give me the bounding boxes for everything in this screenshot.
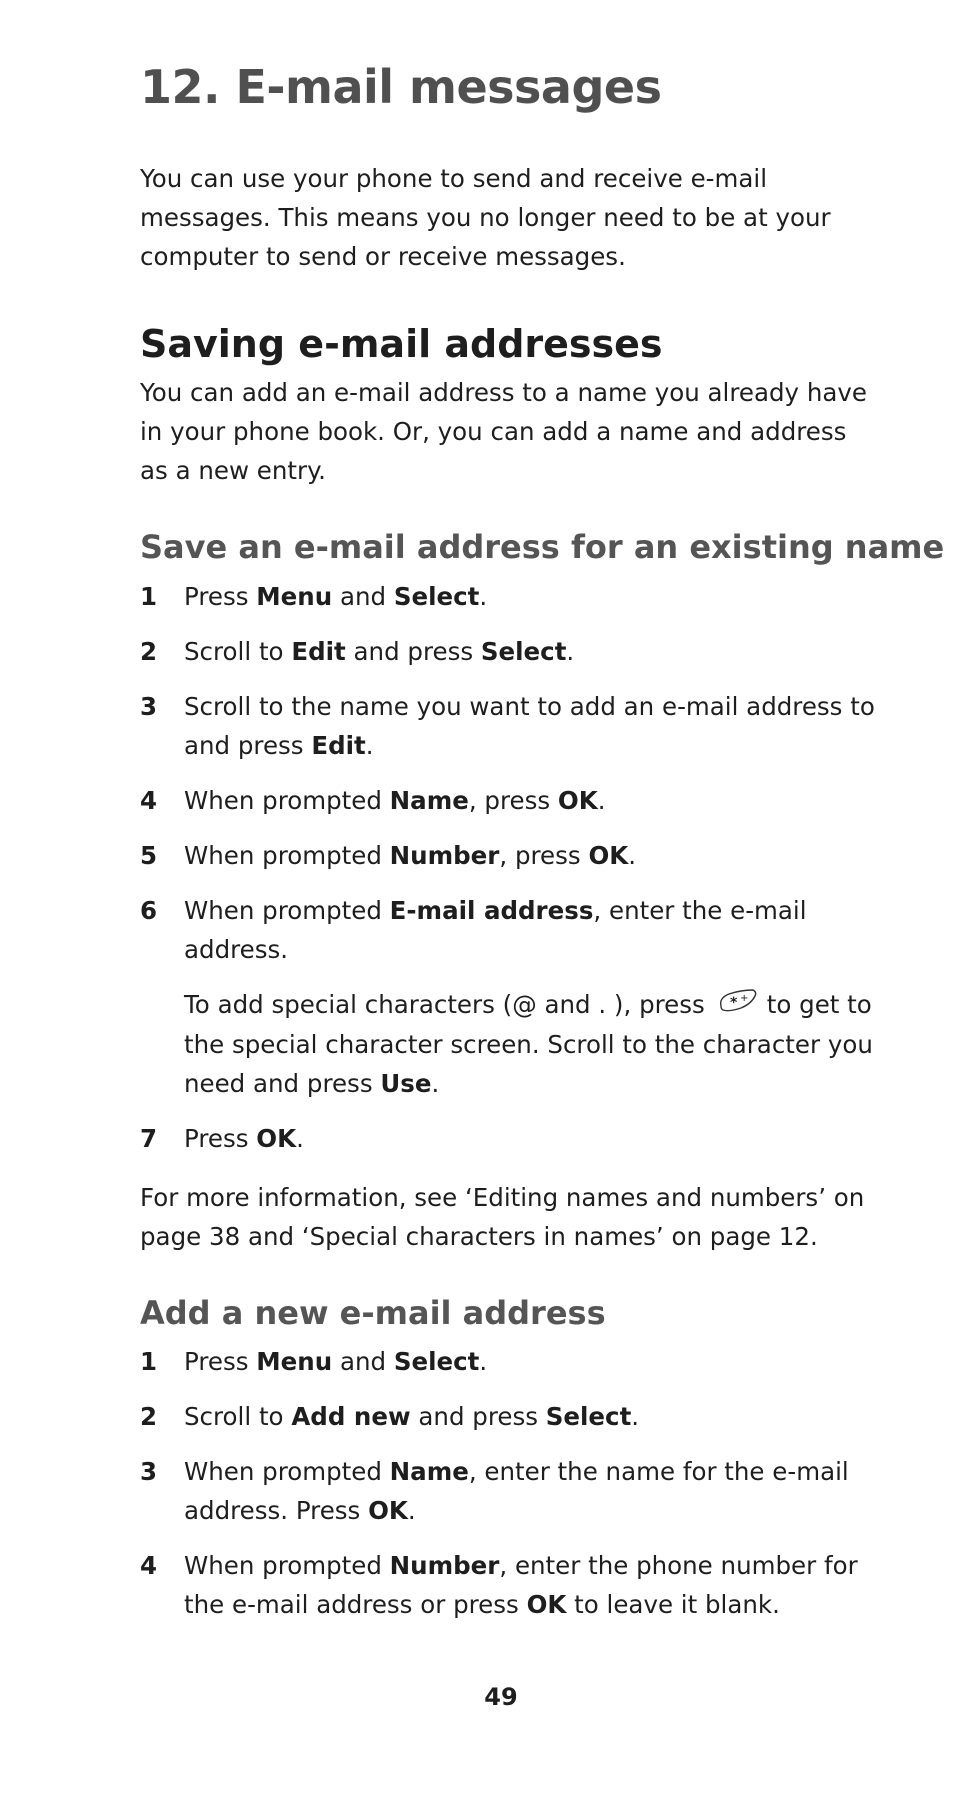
step-text: Press bbox=[184, 581, 257, 611]
step-text: , enter the e-mail address. bbox=[184, 895, 807, 964]
step-text: When prompted bbox=[184, 895, 390, 925]
step-text: . bbox=[479, 1347, 488, 1377]
step-text: . bbox=[296, 1124, 304, 1154]
existing-steps-list bbox=[140, 577, 880, 1159]
step-item bbox=[140, 1119, 880, 1158]
step-item bbox=[140, 1546, 880, 1624]
step-keyword: OK bbox=[557, 785, 598, 815]
step-item bbox=[140, 781, 880, 820]
step-text: Scroll to the name you want to add an e-mail address to and press bbox=[184, 691, 875, 760]
step-keyword: OK bbox=[368, 1496, 408, 1526]
step-text: When prompted bbox=[184, 785, 390, 815]
note-keyword: Use bbox=[380, 1069, 432, 1099]
step-keyword: Number bbox=[389, 1551, 500, 1581]
step-keyword: Menu bbox=[256, 1347, 333, 1377]
step-item bbox=[140, 687, 880, 765]
step-text: Scroll to bbox=[184, 636, 292, 666]
step-item bbox=[140, 1452, 880, 1530]
step-keyword: Edit bbox=[291, 636, 346, 666]
step-item bbox=[140, 836, 880, 875]
star-key-icon bbox=[715, 986, 759, 1025]
step-number: 4 bbox=[140, 1551, 158, 1581]
step-number: 3 bbox=[140, 691, 158, 721]
step-item bbox=[140, 891, 880, 1104]
step-text: and press bbox=[410, 1402, 546, 1432]
step-number: 3 bbox=[140, 1457, 158, 1487]
step-text: and bbox=[332, 1347, 394, 1377]
step-item bbox=[140, 632, 880, 671]
new-address-steps-list bbox=[140, 1342, 880, 1624]
note-text: To add special characters (@ and . ), press bbox=[184, 989, 705, 1019]
chapter-title: 12. E-mail messages bbox=[140, 60, 662, 114]
step-text: . bbox=[628, 840, 637, 870]
svg-text:+: + bbox=[739, 993, 749, 1005]
step-text: When prompted bbox=[184, 1551, 390, 1581]
step-keyword: OK bbox=[588, 840, 629, 870]
step-keyword: Select bbox=[480, 636, 567, 666]
more-information-paragraph: For more information, see ‘Editing names and numbers’ on page 38 and ‘Special characters in names’ on page 12. bbox=[140, 1183, 865, 1252]
special-characters-note bbox=[184, 985, 880, 1104]
step-keyword: OK bbox=[526, 1590, 567, 1620]
step-number: 1 bbox=[140, 581, 158, 611]
step-text: , enter the name for the e-mail address. Press bbox=[184, 1457, 849, 1526]
step-text: , press bbox=[468, 785, 558, 815]
step-number: 5 bbox=[140, 840, 158, 870]
step-keyword: Add new bbox=[291, 1402, 411, 1432]
step-text: When prompted bbox=[184, 840, 390, 870]
step-keyword: Select bbox=[545, 1402, 632, 1432]
step-keyword: Number bbox=[389, 840, 500, 870]
step-number: 2 bbox=[140, 1402, 158, 1432]
step-keyword: Menu bbox=[256, 581, 333, 611]
step-text: , enter the phone number for the e-mail address or press bbox=[184, 1551, 858, 1620]
subsection-title-new: Add a new e-mail address bbox=[140, 1294, 606, 1333]
step-number: 4 bbox=[140, 785, 158, 815]
step-text: Scroll to bbox=[184, 1402, 292, 1432]
step-text: . bbox=[631, 1402, 640, 1432]
page-number: 49 bbox=[484, 1683, 518, 1711]
step-keyword: Edit bbox=[311, 730, 366, 760]
step-number: 7 bbox=[140, 1124, 158, 1154]
step-text: . bbox=[566, 636, 575, 666]
step-keyword: Name bbox=[389, 1457, 469, 1487]
step-item bbox=[140, 577, 880, 616]
step-keyword: Select bbox=[393, 1347, 480, 1377]
step-text: When prompted bbox=[184, 1457, 390, 1487]
step-item bbox=[140, 1342, 880, 1381]
note-text: . bbox=[431, 1069, 440, 1099]
step-number: 6 bbox=[140, 895, 158, 925]
step-text: Press bbox=[184, 1347, 257, 1377]
step-keyword: Select bbox=[393, 581, 480, 611]
step-text: , press bbox=[499, 840, 589, 870]
step-text: . bbox=[479, 581, 488, 611]
saving-paragraph: You can add an e-mail address to a name you already have in your phone book. Or, you can add a name and address as a new entry. bbox=[140, 378, 867, 486]
step-text: to leave it blank. bbox=[566, 1590, 780, 1620]
intro-paragraph: You can use your phone to send and receive e-mail messages. This means you no longer need to be at your computer to send or receive messages. bbox=[140, 163, 831, 271]
step-text: and bbox=[332, 581, 394, 611]
step-text: Press bbox=[184, 1124, 257, 1154]
subsection-title-existing: Save an e-mail address for an existing name bbox=[140, 528, 945, 567]
step-text: . bbox=[365, 730, 374, 760]
section-title-saving: Saving e-mail addresses bbox=[140, 321, 663, 366]
step-keyword: Name bbox=[389, 785, 469, 815]
step-number: 2 bbox=[140, 636, 158, 666]
note-text: to get to the special character screen. Scroll to the character you need and press bbox=[184, 989, 873, 1099]
step-text: . bbox=[407, 1496, 416, 1526]
step-text: . bbox=[597, 785, 606, 815]
step-keyword: E-mail address bbox=[389, 895, 594, 925]
step-number: 1 bbox=[140, 1347, 158, 1377]
step-text: and press bbox=[345, 636, 481, 666]
svg-text:*: * bbox=[729, 995, 738, 1012]
step-item bbox=[140, 1397, 880, 1436]
step-keyword: OK bbox=[256, 1124, 297, 1154]
